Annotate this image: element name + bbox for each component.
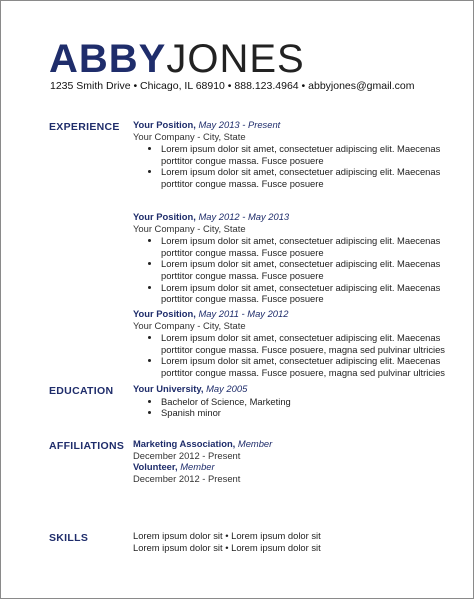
education-entry: [133, 383, 453, 419]
education-bullets: [133, 396, 453, 419]
list-item: • Lorem ipsum dolor sit amet, consectetuer adipiscing elit. Maecenas porttitor congue massa. Fusce posuere, magna sed pulvinar ultricies: [161, 332, 453, 355]
job-entry: [133, 119, 453, 190]
job-dates: May 2012 - May 2013: [195, 211, 290, 222]
affiliation-title-line: [133, 461, 453, 473]
affiliation-role: Member: [235, 438, 273, 449]
job-position: Your Position,: [133, 308, 196, 319]
affiliation-org: Marketing Association,: [133, 438, 236, 449]
job-position: Your Position,: [133, 211, 196, 222]
job-title-line: [133, 308, 453, 320]
list-item: • Lorem ipsum dolor sit amet, consectetuer adipiscing elit. Maecenas porttitor congue massa. Fusce posuere, magna sed pulvinar ultricies: [161, 355, 453, 378]
job-title-line: [133, 211, 453, 223]
education-date: May 2005: [203, 383, 248, 394]
education-heading: EDUCATION: [49, 385, 114, 397]
job-dates: May 2013 - Present: [195, 119, 281, 130]
school-name: Your University,: [133, 383, 204, 394]
job-position: Your Position,: [133, 119, 196, 130]
job-entry: [133, 211, 453, 305]
job-bullets: [133, 235, 453, 305]
skills-heading: SKILLS: [49, 532, 89, 544]
last-name: JONES: [166, 37, 305, 81]
job-title-line: [133, 119, 453, 131]
resume-name: [49, 38, 305, 80]
affiliation-title-line: [133, 438, 453, 450]
list-item: • Spanish minor: [161, 407, 453, 419]
affiliations-heading: AFFILIATIONS: [49, 440, 125, 452]
first-name: ABBY: [49, 37, 167, 81]
affiliation-dates: December 2012 - Present: [133, 472, 241, 484]
job-entry: [133, 308, 453, 379]
job-company: Your Company - City, State: [133, 222, 246, 234]
list-item: • Lorem ipsum dolor sit amet, consectetuer adipiscing elit. Maecenas porttitor congue massa. Fusce posuere: [161, 143, 453, 166]
skills-entry: [133, 530, 453, 553]
affiliation-dates: December 2012 - Present: [133, 449, 241, 461]
experience-heading: EXPERIENCE: [49, 121, 120, 133]
list-item: • Lorem ipsum dolor sit amet, consectetuer adipiscing elit. Maecenas porttitor congue massa. Fusce posuere: [161, 282, 453, 305]
list-item: • Lorem ipsum dolor sit amet, consectetuer adipiscing elit. Maecenas porttitor congue massa. Fusce posuere: [161, 235, 453, 258]
affiliations-entry: [133, 438, 453, 484]
list-item: • Bachelor of Science, Marketing: [161, 396, 453, 408]
job-company: Your Company - City, State: [133, 319, 246, 331]
education-title-line: [133, 383, 453, 395]
list-item: • Lorem ipsum dolor sit amet, consectetuer adipiscing elit. Maecenas porttitor congue massa. Fusce posuere: [161, 258, 453, 281]
job-company: Your Company - City, State: [133, 130, 246, 142]
skills-line: Lorem ipsum dolor sit • Lorem ipsum dolor sit: [133, 530, 321, 541]
job-bullets: [133, 143, 453, 189]
job-bullets: [133, 332, 453, 378]
contact-line: 1235 Smith Drive • Chicago, IL 68910 • 888.123.4964 • abbyjones@gmail.com: [50, 80, 415, 92]
list-item: • Lorem ipsum dolor sit amet, consectetuer adipiscing elit. Maecenas porttitor congue massa. Fusce posuere: [161, 166, 453, 189]
affiliation-org: Volunteer,: [133, 461, 178, 473]
affiliation-role: Member: [177, 461, 215, 473]
job-dates: May 2011 - May 2012: [195, 308, 289, 319]
skills-line: Lorem ipsum dolor sit • Lorem ipsum dolor sit: [133, 541, 321, 553]
